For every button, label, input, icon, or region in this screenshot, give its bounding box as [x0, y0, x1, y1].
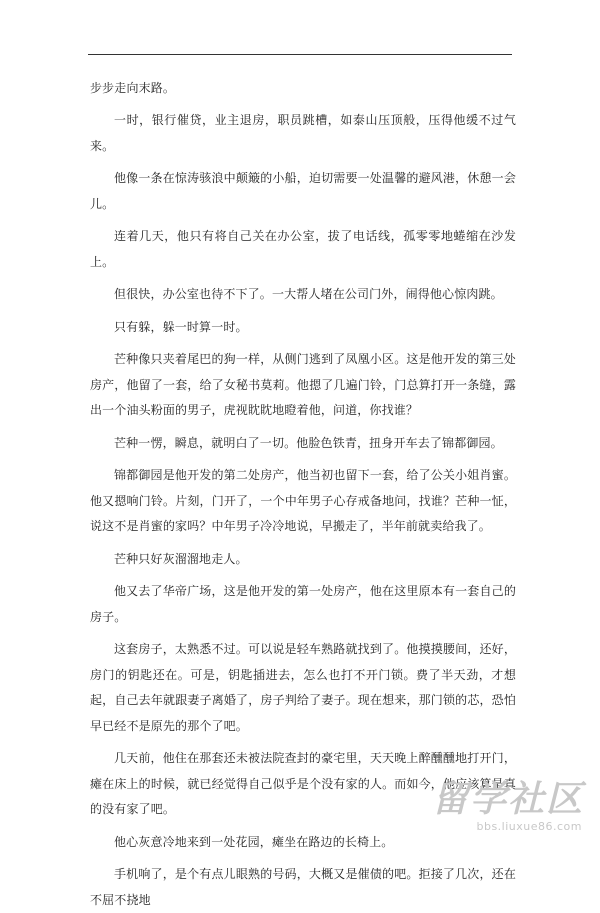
paragraph: 他像一条在惊涛骇浪中颠簸的小船，迫切需要一处温馨的避风港，休憩一会儿。 — [90, 171, 516, 211]
header-rule — [88, 54, 512, 55]
paragraph: 锦都御园是他开发的第二处房产，他当初也留下一套，给了公关小姐肖蜜。他又摁响门铃。片刻，门开了，一个中年男子心存戒备地问，找谁？芒种一怔，说这不是肖蜜的家吗？中年男子冷冷地说，早搬走了，半年前就卖给我了。 — [90, 468, 516, 534]
site-watermark — [431, 779, 586, 840]
paragraph: 芒种一愣，瞬息，就明白了一切。他脸色铁青，扭身开车去了锦都御园。 — [114, 435, 503, 450]
paragraph: 他心灰意冷地来到一处花园，瘫坐在路边的长椅上。 — [114, 834, 394, 849]
paragraph: 这套房子，太熟悉不过。可以说是轻车熟路就找到了。他摸摸腰间，还好，房门的钥匙还在。可是，钥匙插进去，怎么也打不开门锁。费了半天劲，才想起，自己去年就跟妻子离婚了，房子判给了妻子。现在想来，那门锁的芯，恐怕早已经不是原先的那个了吧。 — [90, 642, 516, 733]
paragraph: 芒种只好灰溜溜地走人。 — [114, 551, 248, 566]
paragraph: 他又去了华帝广场，这是他开发的第一处房产，他在这里原本有一套自己的房子。 — [90, 584, 516, 624]
paragraph: 芒种像只夹着尾巴的狗一样，从侧门逃到了凤凰小区。这是他开发的第三处房产，他留了一套，给了女秘书莫莉。他摁了几遍门铃，门总算打开一条缝，露出一个油头粉面的男子，虎视眈眈地瞪着他，问道，你找谁？ — [90, 352, 516, 418]
paragraph: 手机响了，是个有点儿眼熟的号码，大概又是催债的吧。拒接了几次，还在不屈不挠地 — [90, 867, 516, 907]
paragraph: 几天前，他住在那套还未被法院查封的豪宅里，天天晚上醉醺醺地打开门，瘫在床上的时候，就已经觉得自己似乎是个没有家的人。而如今，他应该算是真的没有家了吧。 — [90, 751, 516, 817]
watermark-logo-text: 留学社区 — [431, 779, 584, 820]
paragraph: 连着几天，他只有将自己关在办公室，拔了电话线，孤零零地蜷缩在沙发上。 — [90, 229, 516, 269]
paragraph: 一时，银行催贷，业主退房，职员跳槽，如泰山压顶般，压得他缓不过气来。 — [90, 113, 516, 153]
paragraph: 但很快，办公室也待不下了。一大帮人堵在公司门外，闹得他心惊肉跳。 — [114, 287, 503, 302]
paragraph: 步步走向末路。 — [90, 81, 176, 95]
watermark-url: bbs.liuxue86.com — [476, 820, 582, 833]
paragraph: 只有躲，躲一时算一时。 — [114, 319, 248, 334]
